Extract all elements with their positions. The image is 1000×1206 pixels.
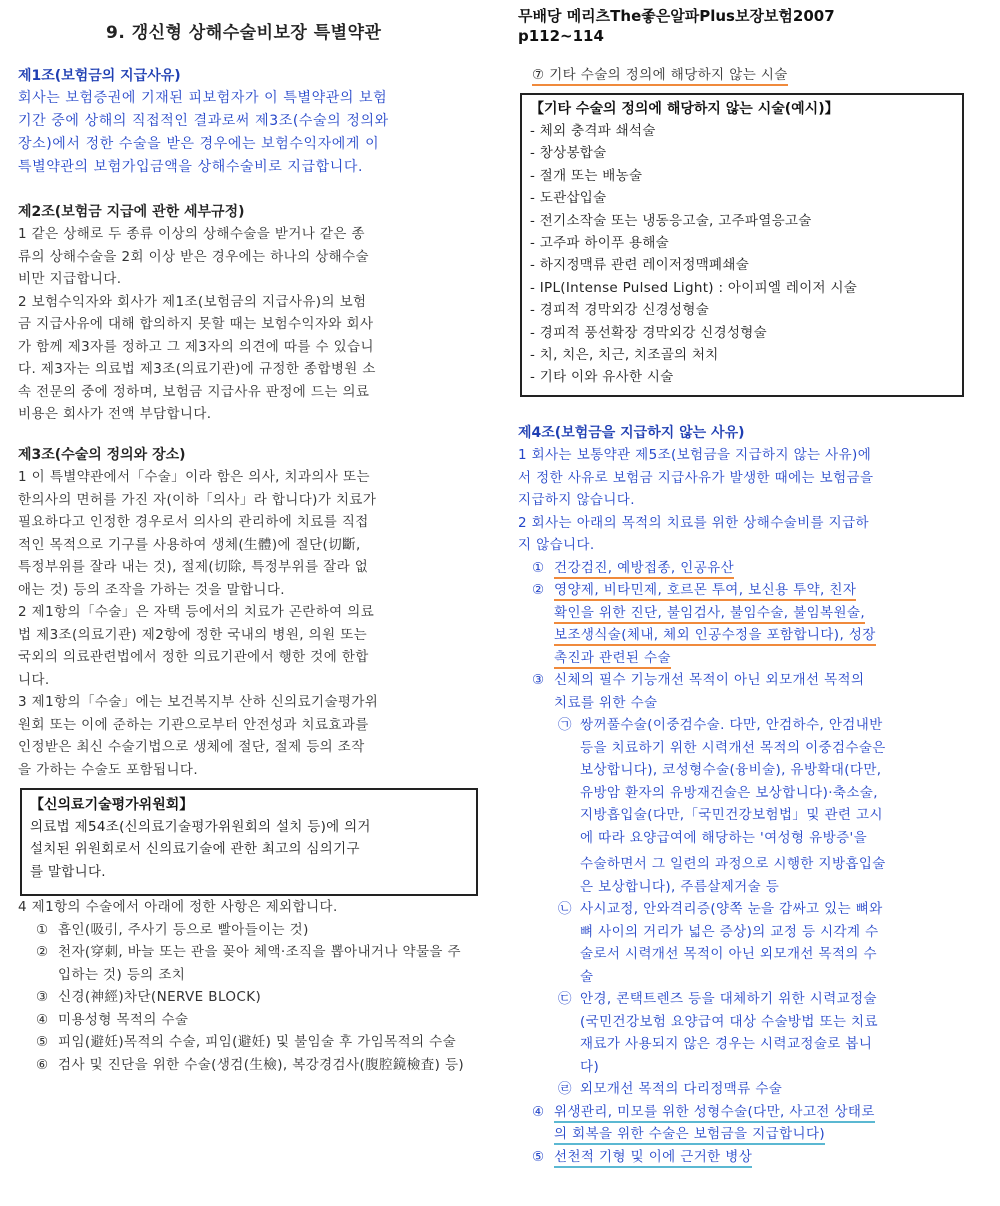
article-2 [18, 202, 466, 426]
list-item: ⑤ 선천적 기형 및 이에 근거한 병상 [518, 1146, 968, 1169]
list-item: ① 건강검진, 예방접종, 인공유산 [518, 557, 968, 580]
procedure-box-title: 【기타 수술의 정의에 해당하지 않는 시술(예시)】 [530, 101, 839, 117]
text-line: 장소)에서 정한 수술을 받은 경우에는 보험수익자에게 이 [18, 136, 380, 152]
list-item: - 하지정맥류 관련 레이저정맥폐쇄술 [530, 257, 750, 274]
page-range: p112~114 [518, 27, 604, 45]
rider-title: 9. 갱신형 상해수술비보장 특별약관 [106, 23, 382, 43]
article-1-heading: 제1조(보험금의 지급사유) [18, 68, 181, 84]
text-line: 속 전문의 중에 정하며, 보험금 지급사유 판정에 드는 의료 [18, 383, 370, 400]
list-item: - 체외 충격파 쇄석술 [530, 123, 656, 139]
text-line: 한의사의 면허를 가진 자(이하「의사」라 합니다)가 치료가 [18, 491, 377, 508]
text-line: 다. 제3자는 의료법 제3조(의료기관)에 규정한 종합병원 소 [18, 361, 376, 377]
article-4 [518, 423, 968, 1168]
text-line: 가 함께 제3자를 정하고 그 제3자의 의견에 따를 수 있습니 [18, 338, 374, 355]
text-line: 설치된 위원회로서 신의료기술에 관한 최고의 심의기구 [30, 841, 360, 858]
text-line: 적인 목적으로 기구를 사용하여 생체(生體)에 절단(切斷, [18, 536, 361, 553]
exclusion-list [18, 896, 466, 1076]
sub-item: ㉣ 외모개선 목적의 다리정맥류 수술 [558, 1081, 783, 1097]
list-item: - IPL(Intense Pulsed Light) : 아이피엘 레이저 시술 [530, 279, 858, 296]
list-item: ③ 신경(神經)차단(NERVE BLOCK) [36, 989, 262, 1005]
definition-box [20, 788, 478, 896]
list-item: - 기타 이와 유사한 시술 [530, 369, 674, 386]
text-line: 2 회사는 아래의 목적의 치료를 위한 상해수술비를 지급하 [518, 514, 869, 531]
definition-box-title: 【신의료기술평가위원회】 [30, 797, 194, 813]
text-line: 3 제1항의「수술」에는 보건복지부 산하 신의료기술평가위 [18, 694, 379, 710]
text-line: 2 보험수익자와 회사가 제1조(보험금의 지급사유)의 보험 [18, 293, 367, 310]
text-line: 금 지급사유에 대해 합의하지 못할 때는 보험수익자와 회사 [18, 316, 374, 332]
text-line: 필요하다고 인정한 경우로서 의사의 관리하에 치료를 직접 [18, 514, 369, 530]
article-2-heading: 제2조(보험금 지급에 관한 세부규정) [18, 204, 245, 220]
text-line: 2 제1항의「수술」은 자택 등에서의 치료가 곤란하여 의료 [18, 604, 375, 620]
text-line: 비용은 회사가 전액 부담합니다. [18, 406, 212, 422]
list-item: - 경피적 풍선확장 경막외강 신경성형술 [530, 324, 767, 341]
procedure-example-box [520, 93, 964, 397]
item-7-text: ⑦ 기타 수술의 정의에 해당하지 않는 시술 [532, 67, 788, 86]
text-line: 를 말합니다. [30, 863, 106, 880]
text-line: 비만 지급합니다. [18, 271, 122, 287]
text-line: 애는 것) 등의 조작을 가하는 것을 말합니다. [18, 581, 286, 598]
article-3-body [18, 466, 466, 781]
list-item: - 치, 치은, 치근, 치조골의 처치 [530, 347, 719, 364]
list-item: - 절개 또는 배농술 [530, 167, 643, 184]
list-item: - 경피적 경막외강 신경성형술 [530, 302, 710, 319]
list-item: ② 영양제, 비타민제, 호르몬 투여, 보신용 투약, 친자 확인을 위한 진단, 불임검사, 불임수술, 불임복원술, 보조생식술(체내, 체외 인공수정을 포함합니다), 성장 촉진과 관련된 수술 [518, 579, 968, 669]
text-line: 지 않습니다. [518, 537, 595, 553]
article-3 [18, 445, 466, 781]
list-item: ① 흡인(吸引, 주사기 등으로 빨아들이는 것) [36, 921, 309, 938]
list-item: ④ 미용성형 목적의 수술 [36, 1011, 189, 1028]
text-line: 인정받은 최신 수술기법으로 생체에 절단, 절제 등의 조작 [18, 739, 365, 755]
text-line: 특정부위를 잘라 내는 것), 절제(切除, 특정부위를 잘라 없 [18, 559, 369, 575]
exclusion-intro: 4 제1항의 수술에서 아래에 정한 사항은 제외합니다. [18, 899, 338, 915]
article-4-body [518, 444, 968, 1168]
list-item: ④ 위생관리, 미모를 위한 성형수술(다만, 사고전 상태로 의 회복을 위한 수술은 보험금을 지급합니다) [518, 1101, 968, 1146]
sub-item: ㉠ 쌍꺼풀수술(이중검수술. 다만, 안검하수, 안검내반 등을 치료하기 위한 시력개선 목적의 이중검수술은 보상합니다), 코성형수술(융비술), 유방확대(다만, 유방암 환자의 유방재건술은 보상합니다)·축소술, 지방흡입술(다만,「국민건강보험법」및 관련 고시 에 따라 요양급여에 해당하는 '여성형 유방증'을 수술하면서 그 일련의 과정으로 시행한 지방흡입술 은 보상합니다), 주름살제거술 등 [558, 717, 886, 895]
text-line: 법 제3조(의료기관) 제2항에 정한 국내의 병원, 의원 또는 [18, 626, 368, 643]
text-line: 원회 또는 이에 준하는 기관으로부터 안전성과 치료효과를 [18, 716, 369, 733]
text-line: 류의 상해수술을 2회 이상 받은 경우에는 하나의 상해수술 [18, 248, 369, 265]
article-4-heading: 제4조(보험금을 지급하지 않는 사유) [518, 425, 745, 441]
text-line: 1 회사는 보통약관 제5조(보험금을 지급하지 않는 사유)에 [518, 447, 872, 463]
list-item: ⑤ 피임(避妊)목적의 수술, 피임(避妊) 및 불임술 후 가임목적의 수술 [36, 1034, 457, 1050]
article-1 [18, 66, 466, 179]
product-header [518, 6, 835, 46]
article-2-body [18, 223, 466, 426]
text-line: 의료법 제54조(신의료기술평가위원회의 설치 등)에 의거 [30, 819, 371, 835]
item-7 [532, 64, 968, 87]
sub-item: ㉡ 사시교정, 안와격리증(양쪽 눈을 감싸고 있는 뼈와 뼈 사이의 거리가 넓은 증상)의 교정 등 시각계 수 술로서 시력개선 목적이 아닌 외모개선 목적의 수 술 [558, 901, 883, 985]
text-line: 국외의 의료관련법에서 정한 의료기관에서 행한 것에 한합 [18, 649, 369, 665]
text-line: 기간 중에 상해의 직접적인 결과로써 제3조(수술의 정의와 [18, 113, 389, 129]
text-line: 을 가하는 수술도 포함됩니다. [18, 761, 199, 778]
list-item: ③ 신체의 필수 기능개선 목적이 아닌 외모개선 목적의 치료를 위한 수술 [532, 672, 865, 711]
list-item: - 도관삽입술 [530, 190, 607, 207]
text-line: 서 정한 사유로 보험금 지급사유가 발생한 때에는 보험금을 [518, 469, 874, 486]
product-title: 무배당 메리츠The좋은알파Plus보장보험2007 [518, 7, 835, 25]
list-item: ② 천자(穿刺, 바늘 또는 관을 꽂아 체액·조직을 뽑아내거나 약물을 주입하는 것) 등의 조치 [36, 944, 461, 983]
text-line: 회사는 보험증권에 기재된 피보험자가 이 특별약관의 보험 [18, 90, 388, 106]
text-line: 지급하지 않습니다. [518, 492, 635, 508]
list-item: - 전기소작술 또는 냉동응고술, 고주파열응고술 [530, 212, 812, 229]
article-1-body [18, 87, 466, 179]
list-item: - 고주파 하이푸 용해술 [530, 235, 670, 252]
text-line: 1 이 특별약관에서「수술」이라 함은 의사, 치과의사 또는 [18, 469, 370, 485]
list-item: ⑥ 검사 및 진단을 위한 수술(생검(生檢), 복강경검사(腹腔鏡檢査) 등) [36, 1056, 465, 1073]
text-line: 특별약관의 보험가입금액을 상해수술비로 지급합니다. [18, 159, 364, 175]
text-line: 니다. [18, 671, 50, 688]
sub-item: ㉢ 안경, 콘택트렌즈 등을 대체하기 위한 시력교정술 (국민건강보험 요양급여 대상 수술방법 또는 치료 재료가 사용되지 않은 경우는 시력교정술로 봅니 다) [558, 991, 878, 1075]
text-line: 1 같은 상해로 두 종류 이상의 상해수술을 받거나 같은 종 [18, 226, 365, 242]
article-3-heading: 제3조(수술의 정의와 장소) [18, 447, 186, 463]
list-item: - 창상봉합술 [530, 145, 607, 162]
